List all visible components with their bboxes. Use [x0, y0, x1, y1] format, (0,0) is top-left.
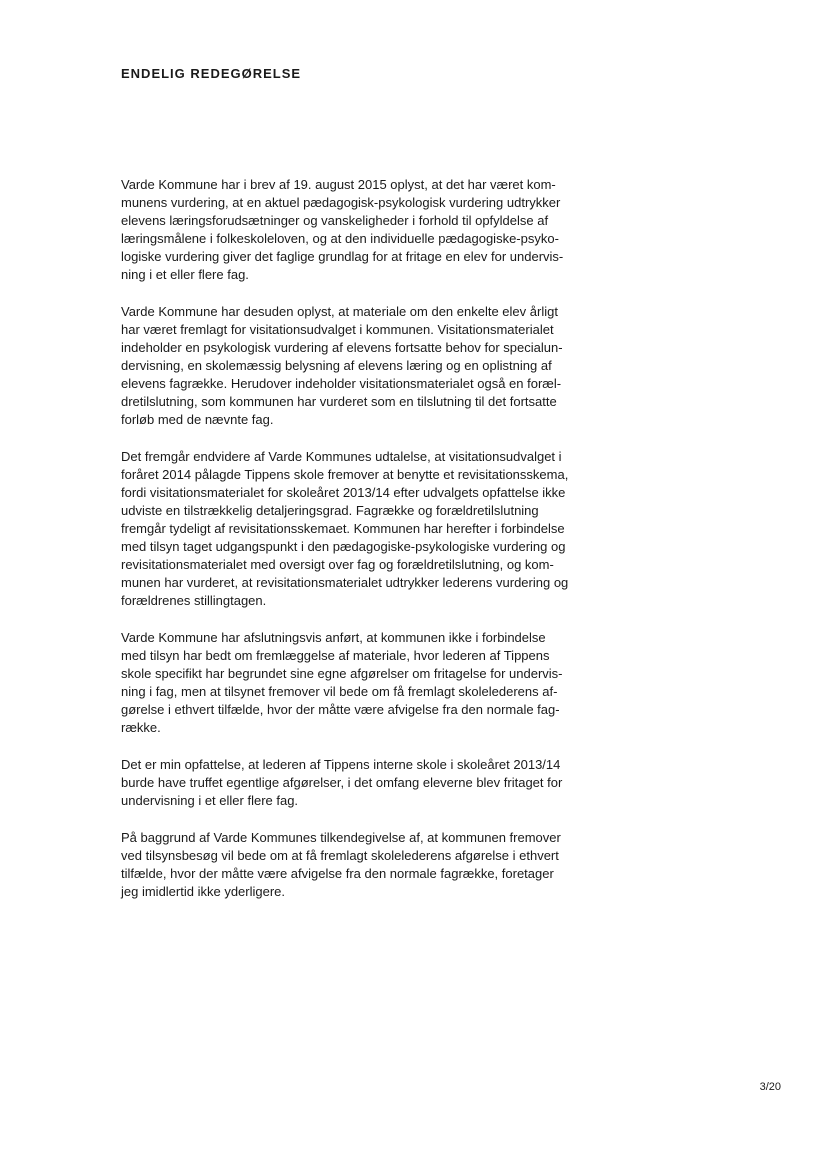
text-line: fremgår tydeligt af revisitationsskemaet. Kommunen har herefter i forbindelse [121, 521, 565, 536]
text-line: gørelse i ethvert tilfælde, hvor der måtte være afvigelse fra den normale fag- [121, 702, 560, 717]
paragraph [121, 303, 589, 429]
text-line: med tilsyn har bedt om fremlæggelse af materiale, hvor lederen af Tippens [121, 648, 550, 663]
text-line: tilfælde, hvor der måtte være afvigelse fra den normale fagrække, foretager [121, 866, 554, 881]
text-line: burde have truffet egentlige afgørelser, i det omfang eleverne blev fritaget for [121, 775, 563, 790]
text-line: jeg imidlertid ikke yderligere. [121, 884, 286, 899]
text-line: indeholder en psykologisk vurdering af elevens fortsatte behov for specialun- [121, 340, 563, 355]
text-line: dervisning, en skolemæssig belysning af elevens læring og en oplistning af [121, 358, 552, 373]
document-body [121, 176, 589, 920]
text-line: elevens fagrække. Herudover indeholder visitationsmaterialet også en foræl- [121, 376, 562, 391]
text-line: læringsmålene i folkeskoleloven, og at den individuelle pædagogiske-psyko- [121, 231, 559, 246]
text-line: ved tilsynsbesøg vil bede om at få fremlagt skolelederens afgørelse i ethvert [121, 848, 559, 863]
text-line: udviste en tilstrækkelig detaljeringsgrad. Fagrække og forældretilslutning [121, 503, 539, 518]
text-line: foråret 2014 pålagde Tippens skole fremover at benytte et revisitationsskema, [121, 467, 569, 482]
text-line: med tilsyn taget udgangspunkt i den pædagogiske-psykologiske vurdering og [121, 539, 566, 554]
document-heading: ENDELIG REDEGØRELSE [121, 66, 302, 81]
text-line: Det er min opfattelse, at lederen af Tippens interne skole i skoleåret 2013/14 [121, 757, 561, 772]
text-line: Varde Kommune har i brev af 19. august 2015 oplyst, at det har været kom- [121, 177, 556, 192]
page-number: 3/20 [759, 1081, 781, 1093]
text-line: Det fremgår endvidere af Varde Kommunes udtalelse, at visitationsudvalget i [121, 449, 562, 464]
text-line: På baggrund af Varde Kommunes tilkendegivelse af, at kommunen fremover [121, 830, 561, 845]
text-line: fordi visitationsmaterialet for skoleåret 2013/14 efter udvalgets opfattelse ikke [121, 485, 566, 500]
text-line: revisitationsmaterialet med oversigt over fag og forældretilslutning, og kom- [121, 557, 554, 572]
paragraph [121, 176, 589, 284]
text-line: forløb med de nævnte fag. [121, 412, 274, 427]
text-line: munen har vurderet, at revisitationsmaterialet udtrykker lederens vurdering og [121, 575, 569, 590]
paragraph [121, 829, 589, 901]
text-line: Varde Kommune har afslutningsvis anført, at kommunen ikke i forbindelse [121, 630, 546, 645]
text-line: ning i et eller flere fag. [121, 267, 249, 282]
text-line: logiske vurdering giver det faglige grundlag for at fritage en elev for undervis- [121, 249, 564, 264]
text-line: munens vurdering, at en aktuel pædagogisk-psykologisk vurdering udtrykker [121, 195, 561, 210]
text-line: skole specifikt har begrundet sine egne afgørelser om fritagelse for undervis- [121, 666, 563, 681]
paragraph [121, 629, 589, 737]
text-line: dretilslutning, som kommunen har vurderet som en tilslutning til det fortsatte [121, 394, 557, 409]
text-line: forældrenes stillingtagen. [121, 593, 267, 608]
paragraph [121, 448, 589, 610]
text-line: elevens læringsforudsætninger og vanskeligheder i forhold til opfyldelse af [121, 213, 549, 228]
text-line: række. [121, 720, 161, 735]
text-line: ning i fag, men at tilsynet fremover vil bede om få fremlagt skolelederens af- [121, 684, 558, 699]
text-line: Varde Kommune har desuden oplyst, at materiale om den enkelte elev årligt [121, 304, 558, 319]
paragraph [121, 756, 589, 810]
text-line: har været fremlagt for visitationsudvalget i kommunen. Visitationsmaterialet [121, 322, 554, 337]
text-line: undervisning i et eller flere fag. [121, 793, 299, 808]
